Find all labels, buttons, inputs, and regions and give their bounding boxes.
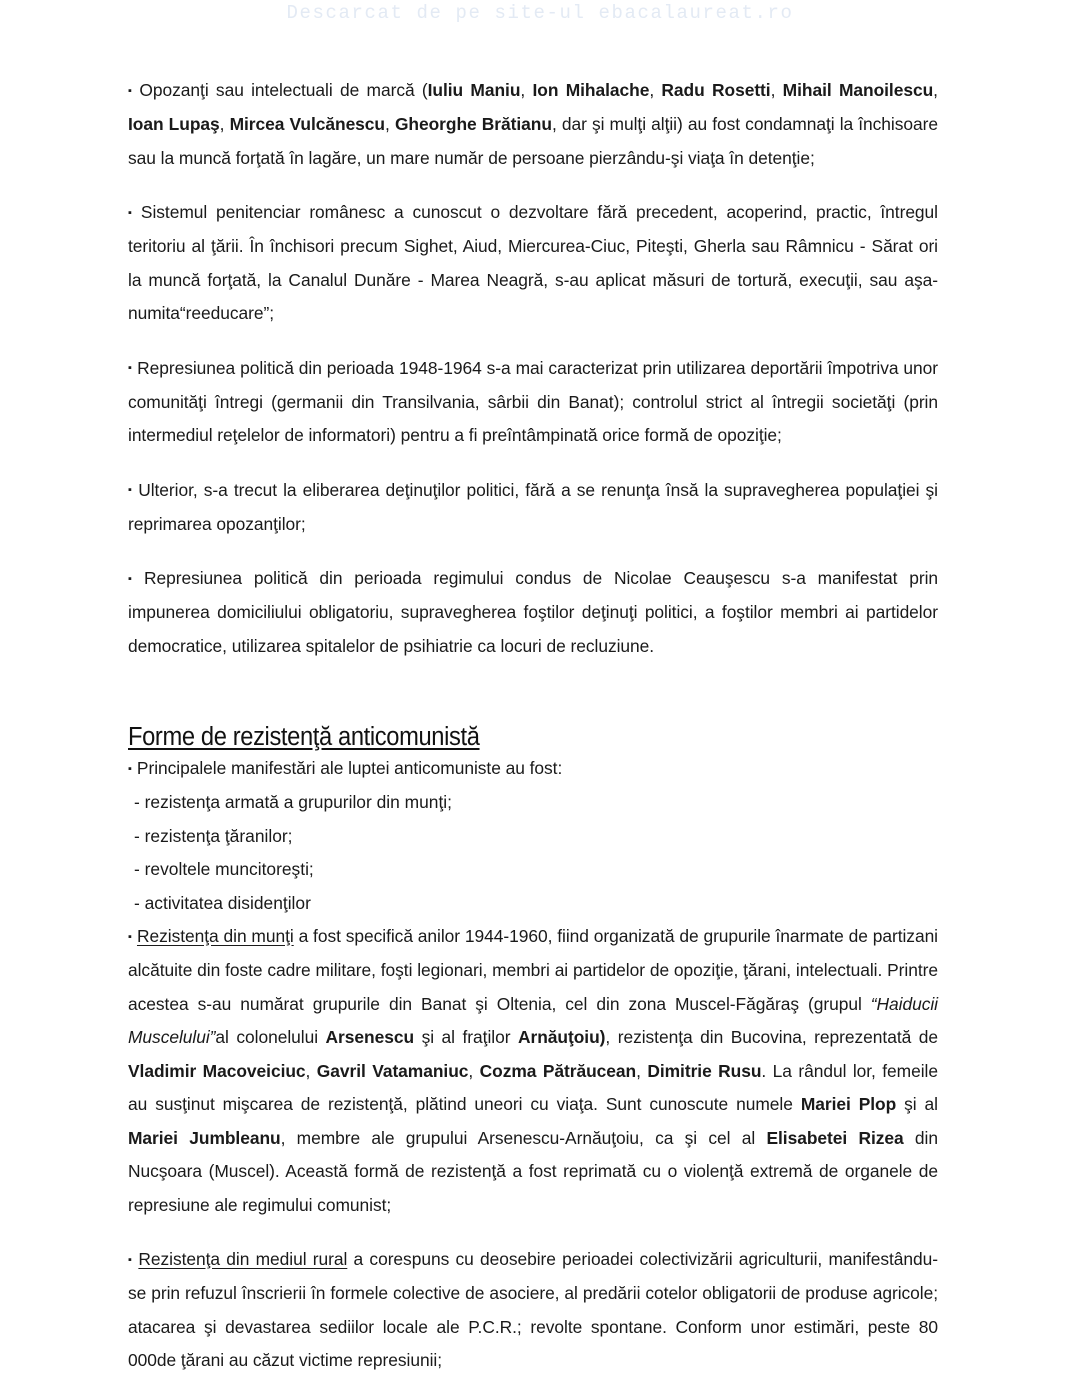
munti-seg-3: şi al fraţilor: [414, 1027, 518, 1047]
paragraph-principalele-manifestari: [128, 752, 938, 786]
paragraph-represiunea-ceausescu: [128, 562, 938, 663]
name-vladimir-macoveiciuc: Vladimir Macoveiciuc: [128, 1060, 306, 1081]
p3-text: Represiunea politică din perioada 1948-1964 s-a mai caracterizat prin utilizarea deportării împotriva unor comunităţi întregi (germanii din Transilvania, sârbii din Banat); controlul strict al întregii societăţi (prin intermediul reţelelor de informatori) pentru a fi preîntâmpinată orice formă de opoziţie;: [128, 357, 939, 445]
square-bullet-icon: ▪: [128, 1253, 134, 1266]
name-dimitrie-rusu: Dimitrie Rusu: [647, 1060, 762, 1081]
munti-seg-7: ,: [636, 1060, 648, 1081]
square-bullet-icon: ▪: [128, 206, 136, 219]
underlined-term-rezistenta-munti: Rezistenţa din munţi: [136, 926, 294, 946]
paragraph-represiunea-1948-1964: [128, 352, 938, 453]
underlined-term-rezistenta-rural: Rezistenţa din mediul rural: [138, 1249, 348, 1269]
p1-sep-6: ,: [385, 114, 395, 134]
name-elisabetei-rizea: Elisabetei Rizea: [766, 1127, 904, 1148]
name-iuliu-maniu: Iuliu Maniu: [427, 80, 521, 100]
munti-seg-8: . La rândul lor, femeile au susţinut mişcarea de rezistenţă, plătind uneori cu viaţa. Sunt cunoscute numele: [128, 1060, 938, 1114]
paragraph-sistem-penitenciar: [128, 196, 938, 331]
munti-seg-4: , rezistenţa din Bucovina, reprezentată de: [605, 1027, 938, 1047]
rural-text: a corespuns cu deosebire perioadei colectivizării agriculturii, manifestându-se prin refuzul înscrierii în formele colective de asociere, al predării cotelor obligatorii de produse agricole; atacarea şi devastarea sediilor locale ale P.C.R.; revolte spontane. Conform unor estimări, peste 80 000de ţărani au căzut victime represiunii;: [128, 1249, 938, 1370]
name-radu-rosetti: Radu Rosetti: [661, 80, 771, 100]
square-bullet-icon: ▪: [128, 84, 135, 97]
munti-seg-5: ,: [305, 1060, 317, 1081]
p5-text: Represiunea politică din perioada regimului condus de Nicolae Ceauşescu s-a manifestat prin impunerea domiciliului obligatoriu, supravegherea foştilor deţinuţi politici, a foştilor membri ai partidelor democratice, utilizarea spitalelor de psihiatrie ca locuri de recluziune.: [128, 568, 938, 656]
italic-haiducii-muscelului: “Haiducii Muscelului”: [128, 993, 938, 1047]
name-ion-mihalache: Ion Mihalache: [532, 80, 650, 100]
p1-sep-1: ,: [520, 80, 533, 100]
munti-seg-6: ,: [468, 1060, 480, 1081]
name-mihail-manoilescu: Mihail Manoilescu: [782, 80, 934, 100]
list-item: - activitatea disidenţilor: [134, 892, 311, 913]
name-mariei-plop: Mariei Plop: [800, 1094, 897, 1114]
name-cozma-patraucean: Cozma Pătrăucean: [479, 1060, 637, 1081]
munti-seg-1: a fost specifică anilor 1944-1960, fiind organizată de grupurile înarmate de partizani alcătuite din foste cadre militare, foşti legionari, membri ai partidelor de opoziţie, ţărani, intelectuali. Printre acestea s-au numărat grupurile din Banat şi Oltenia, cel din zona Muscel-Făgăraş (grupul: [128, 926, 938, 1014]
munti-seg-9: şi al: [896, 1094, 938, 1114]
p1-sep-2: ,: [649, 80, 662, 100]
document-body: [128, 74, 938, 1378]
p2-text: Sistemul penitenciar românesc a cunoscut o dezvoltare fără precedent, acoperind, practic, întregul teritoriu al ţării. În închisori precum Sighet, Aiud, Miercurea-Ciuc, Piteşti, Gherla sau Râmnicu - Sărat ori la muncă forţată, la Canalul Dunăre - Marea Neagră, s-au aplicat măsuri de tortură, execuţii, sau aşa-numita“reeducare”;: [128, 202, 938, 323]
p1-tail: , dar şi mulţi alţii) au fost condamnaţi la închisoare sau la muncă forţată în lagăre, un mare număr de persoane pierzându-şi viaţa în detenţie;: [128, 114, 938, 168]
section-heading-forme-rezistenta: Forme de rezistenţă anticomunistă: [128, 723, 480, 751]
name-mircea-vulcanescu: Mircea Vulcănescu: [229, 114, 386, 134]
munti-seg-2: al colonelului: [215, 1027, 326, 1047]
section-heading-wrap: [128, 722, 938, 752]
square-bullet-icon: ▪: [128, 930, 132, 943]
munti-seg-11: din Nucşoara (Muscel). Această formă de rezistenţă a fost reprimată cu o violenţă extremă de organele de represiune ale regimului comunist;: [128, 1127, 938, 1215]
name-arnautoiu: Arnăuţoiu): [517, 1027, 606, 1047]
list-item: - revoltele muncitoreşti;: [134, 859, 314, 879]
square-bullet-icon: ▪: [128, 762, 132, 775]
paragraph-opozanti: [128, 74, 938, 175]
name-gheorghe-bratianu: Gheorghe Brătianu: [394, 114, 552, 134]
paragraph-rezistenta-din-munti: [128, 920, 938, 1222]
square-bullet-icon: ▪: [128, 362, 133, 374]
intro-text: Principalele manifestări ale luptei anticomuniste au fost:: [136, 758, 563, 778]
p1-sep-3: ,: [770, 80, 783, 100]
p1-sep-4: ,: [933, 80, 938, 100]
square-bullet-icon: ▪: [128, 572, 139, 585]
name-ioan-lupas: Ioan Lupaş: [128, 114, 220, 134]
name-gavril-vatamaniuc: Gavril Vatamaniuc: [316, 1060, 469, 1081]
square-bullet-icon: ▪: [128, 484, 134, 496]
name-mariei-jumbleanu: Mariei Jumbleanu: [128, 1127, 281, 1148]
paragraph-rezistenta-mediul-rural: [128, 1243, 938, 1378]
list-item: - rezistenţa ţăranilor;: [134, 825, 293, 846]
paragraph-ulterior-eliberare: [128, 474, 938, 542]
list-item: - rezistenţa armată a grupurilor din munţi;: [134, 792, 452, 812]
p1-sep-5: ,: [219, 114, 230, 134]
name-arsenescu: Arsenescu: [325, 1027, 415, 1047]
p1-lead: Opozanţi sau intelectuali de marcă (: [139, 80, 428, 100]
p4-text: Ulterior, s-a trecut la eliberarea deţinuţilor politici, fără a se renunţa însă la supravegherea populaţiei şi reprimarea opozanţilor;: [128, 479, 938, 534]
site-watermark: Descarcat de pe site-ul ebacalaureat.ro: [286, 2, 794, 24]
munti-seg-10: , membre ale grupului Arsenescu-Arnăuţoiu, ca şi cel al: [280, 1127, 767, 1148]
